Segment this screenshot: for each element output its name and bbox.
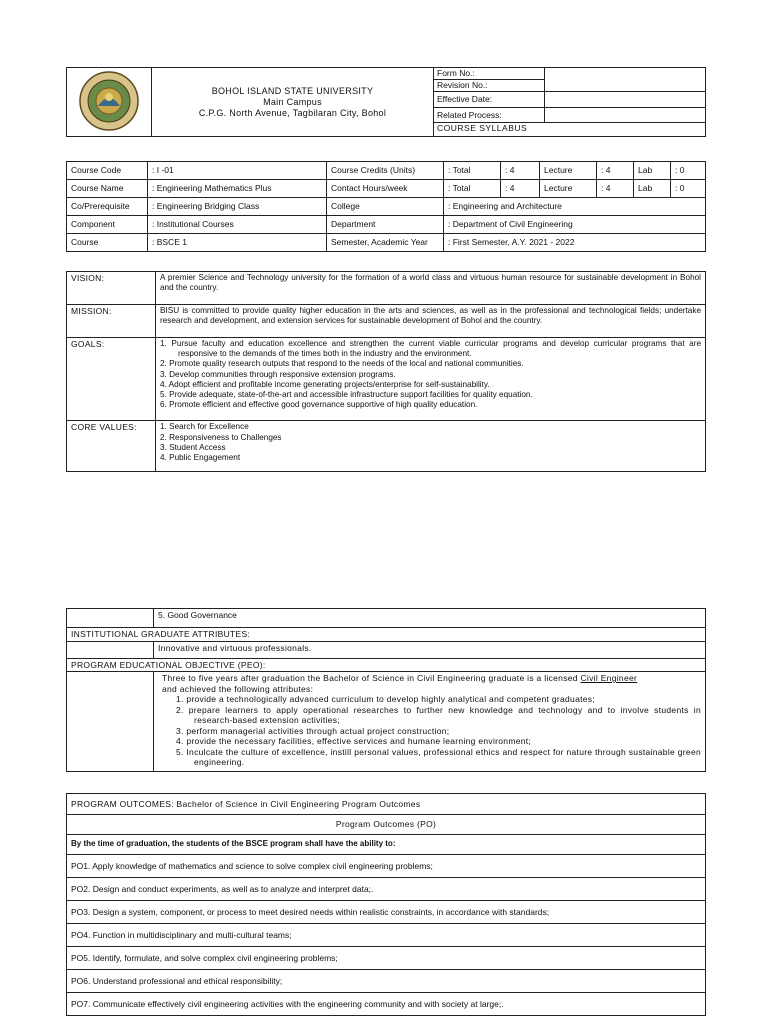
iga-text: Innovative and virtuous professionals. <box>154 641 706 658</box>
cell: Department <box>327 216 444 234</box>
related-process-label: Related Process: <box>434 107 545 123</box>
table-row <box>67 234 706 252</box>
po-lead: By the time of graduation, the students of the BSCE program shall have the ability to: <box>67 835 706 855</box>
university-name: BOHOL ISLAND STATE UNIVERSITY <box>211 85 374 96</box>
core-values-row <box>67 421 706 472</box>
university-identity <box>152 68 434 137</box>
list-item: PO5. Identify, formulate, and solve complex civil engineering problems; <box>67 947 706 970</box>
peo-intro-b: and achieved the following attributes: <box>162 683 314 694</box>
cell: Lecture <box>540 162 597 180</box>
cell: Course <box>67 234 148 252</box>
cell: : 4 <box>501 162 540 180</box>
table-row <box>67 162 706 180</box>
mission-row <box>67 305 706 338</box>
cell: : I -01 <box>148 162 327 180</box>
cell: : 4 <box>501 180 540 198</box>
cell: Course Code <box>67 162 148 180</box>
list-item: 5. Inculcate the culture of excellence, instill personal values, professional ethics and respect for nature through sustainable green engineering. <box>176 746 701 767</box>
cell: Course Name <box>67 180 148 198</box>
list-item: 4. Adopt efficient and profitable income generating projects/enterprise for self-sustainability. <box>160 379 490 389</box>
cell <box>67 609 154 628</box>
cell: : Institutional Courses <box>148 216 327 234</box>
cell: : 4 <box>597 180 634 198</box>
table-row <box>67 641 706 658</box>
list-item: 3. perform managerial activities through actual project construction; <box>176 725 450 736</box>
cell: Course Credits (Units) <box>327 162 444 180</box>
effective-date-label: Effective Date: <box>434 92 545 108</box>
table-row <box>67 198 706 216</box>
peo-content <box>154 672 706 772</box>
core-values-label: CORE VALUES: <box>67 421 156 472</box>
table-row <box>67 609 706 628</box>
cell: : Engineering Bridging Class <box>148 198 327 216</box>
table-row <box>67 993 706 1016</box>
mission-label: MISSION: <box>67 305 156 338</box>
list-item: PO1. Apply knowledge of mathematics and science to solve complex civil engineering problems; <box>67 855 706 878</box>
cell: : Department of Civil Engineering <box>444 216 706 234</box>
list-item: PO2. Design and conduct experiments, as well as to analyze and interpret data;. <box>67 878 706 901</box>
list-item: 2. Responsiveness to Challenges <box>160 432 282 442</box>
document-header <box>66 67 706 137</box>
goals-list <box>156 338 706 421</box>
form-no-value <box>545 68 706 92</box>
table-row <box>67 180 706 198</box>
cell: : Engineering Mathematics Plus <box>148 180 327 198</box>
cell: : BSCE 1 <box>148 234 327 252</box>
table-row <box>67 672 706 772</box>
list-item: 1. provide a technologically advanced curriculum to develop highly analytical and competent graduates; <box>176 694 596 704</box>
mission-text: BISU is committed to provide quality higher education in the arts and sciences, as well as in the professional and technological fields; undertake research and development, and extension services for sustainable development of Bohol and the country. <box>156 305 706 338</box>
doc-type-label: COURSE SYLLABUS <box>434 123 706 137</box>
cell: Co/Prerequisite <box>67 198 148 216</box>
list-item: PO4. Function in multidisciplinary and multi-cultural teams; <box>67 924 706 947</box>
campus-name: Main Campus <box>263 96 322 107</box>
table-row <box>67 855 706 878</box>
table-row <box>67 628 706 642</box>
peo-intro: Three to five years after graduation the Bachelor of Science in Civil Engineering graduate is a licensed <box>162 673 578 683</box>
list-item: PO7. Communicate effectively civil engineering activities with the engineering community and with society at large;. <box>67 993 706 1016</box>
table-row <box>67 835 706 855</box>
list-item: 4. provide the necessary facilities, effective services and humane learning environment; <box>176 736 532 746</box>
form-no-label: Form No.: <box>434 68 545 80</box>
goals-row <box>67 338 706 421</box>
cell: : 4 <box>597 162 634 180</box>
list-item: 3. Develop communities through responsive extension programs. <box>160 369 396 379</box>
goals-label: GOALS: <box>67 338 156 421</box>
effective-date-value <box>545 92 706 108</box>
table-row <box>67 794 706 815</box>
cell <box>67 672 154 772</box>
table-row <box>67 901 706 924</box>
cell: : Total <box>444 180 501 198</box>
vision-row <box>67 272 706 305</box>
table-row <box>67 970 706 993</box>
po-subtitle: Program Outcomes (PO) <box>67 815 706 835</box>
list-item: 4. Public Engagement <box>160 453 241 463</box>
related-process-value <box>545 107 706 123</box>
core-value-5: 5. Good Governance <box>154 609 706 628</box>
cell: Lab <box>634 162 671 180</box>
iga-label: INSTITUTIONAL GRADUATE ATTRIBUTES: <box>67 628 706 642</box>
vmg-table <box>66 271 706 472</box>
cell: : 0 <box>671 180 706 198</box>
list-item: PO3. Design a system, component, or process to meet desired needs within realistic constraints, in accordance with standards; <box>67 901 706 924</box>
table-row <box>67 216 706 234</box>
cell <box>67 641 154 658</box>
cell: : Engineering and Architecture <box>444 198 706 216</box>
peo-label: PROGRAM EDUCATIONAL OBJECTIVE (PEO): <box>67 658 706 672</box>
list-item: 6. Promote efficient and effective good governance supportive of high quality education. <box>160 400 478 410</box>
list-item: PO6. Understand professional and ethical responsibility; <box>67 970 706 993</box>
attributes-table <box>66 608 706 772</box>
table-row <box>67 658 706 672</box>
list-item: 1. Search for Excellence <box>160 422 249 432</box>
table-row <box>67 947 706 970</box>
list-item: 1. Pursue faculty and education excellence and strengthen the current viable curricular programs and develop curricular programs that are responsive to the demands of the times both in the industry and the environment. <box>160 339 701 359</box>
table-row <box>67 815 706 835</box>
cell: Lecture <box>540 180 597 198</box>
cell: Contact Hours/week <box>327 180 444 198</box>
table-row <box>67 924 706 947</box>
cell: Lab <box>634 180 671 198</box>
civil-engineer-link: Civil Engineer <box>580 673 638 683</box>
course-info-table <box>66 161 706 252</box>
vision-text: A premier Science and Technology university for the formation of a world class and virtuous human resource for sustainable development in Bohol and the country. <box>156 272 706 305</box>
table-row <box>67 878 706 901</box>
list-item: 5. Provide adequate, state-of-the-art and accessible infrastructure support facilities for quality equation. <box>160 390 533 400</box>
list-item: 2. Promote quality research outputs that respond to the needs of the local and national communities. <box>160 359 524 369</box>
cell: : Total <box>444 162 501 180</box>
list-item: 3. Student Access <box>160 442 226 452</box>
program-outcomes-table <box>66 793 706 1016</box>
cell: : First Semester, A.Y. 2021 - 2022 <box>444 234 706 252</box>
core-values-list <box>156 421 706 472</box>
revision-no-label: Revision No.: <box>434 80 545 92</box>
cell: Semester, Academic Year <box>327 234 444 252</box>
cell: Component <box>67 216 148 234</box>
vision-label: VISION: <box>67 272 156 305</box>
university-seal-icon <box>76 70 142 132</box>
cell: : 0 <box>671 162 706 180</box>
po-title: PROGRAM OUTCOMES: Bachelor of Science in Civil Engineering Program Outcomes <box>67 794 706 815</box>
university-seal <box>67 68 152 137</box>
list-item: 2. prepare learners to apply operational researches to further new knowledge and technology and to involve students in research-based extension activities; <box>176 704 701 725</box>
campus-address: C.P.G. North Avenue, Tagbilaran City, Bohol <box>198 107 387 118</box>
cell: College <box>327 198 444 216</box>
